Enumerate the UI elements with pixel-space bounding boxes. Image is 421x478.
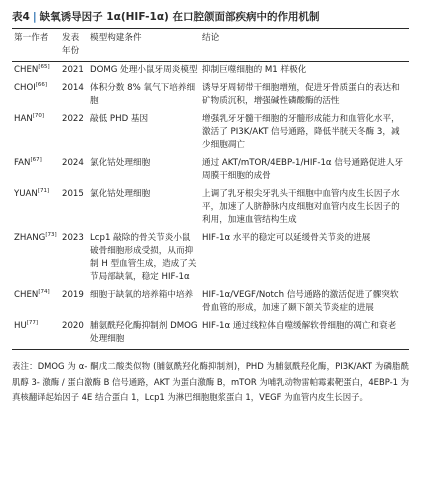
table-row: [12, 155, 409, 186]
cell-conclusion: 通过 AKT/mTOR/4EBP-1/HIF-1α 信号通路促进人牙周膜干细胞的成骨: [202, 158, 404, 181]
cell-year: 2021: [62, 65, 84, 75]
cell-conclusion: 增强乳牙牙髓干细胞的牙髓形成能力和血管化水平，激活了 PI3K/AKT 信号通路，降低半胱天冬酶 3，减少细胞凋亡: [202, 114, 400, 150]
cell-model: 敲低 PHD 基因: [90, 114, 149, 124]
cell-model: Lcp1 敲除的骨关节炎小鼠破骨细胞形成受损，从而抑制 H 型血管生成，造成了关节局部缺氧，稳定 HIF-1α: [90, 233, 197, 282]
author-name: CHEN: [14, 290, 39, 300]
cell-year: 2022: [62, 114, 84, 124]
cell-model: 氯化钴处理细胞: [90, 189, 151, 199]
table-row: [12, 62, 409, 81]
reference-number: [66]: [35, 82, 48, 89]
mechanism-table: [12, 28, 409, 350]
cell-year: 2023: [62, 233, 84, 243]
header-author: 第一作者: [14, 33, 49, 43]
table-row: [12, 80, 409, 111]
cell-year: 2014: [62, 83, 84, 93]
reference-number: [70]: [32, 113, 45, 120]
table-note: 表注：DMOG 为 α- 酮戊二酸类似物 (脯氨酰羟化酶抑制剂)，PHD 为脯氨酰羟化酶，PI3K/AKT 为磷脂酰肌醇 3- 激酶 / 蛋白激酶 B 信号通路，AKT 为蛋白激酶 B，mTOR 为哺乳动物雷帕霉素靶蛋白，4EBP-1 为真核翻译起始因子 4E 结合蛋白 1，Lcp1 为淋巴细胞胞浆蛋白 1，VEGF 为血管内皮生长因子。: [12, 361, 409, 402]
reference-number: [71]: [37, 188, 50, 195]
author-name: HAN: [14, 114, 33, 124]
cell-conclusion: 抑制巨噬细胞的 M1 样极化: [202, 65, 307, 75]
table-row: [12, 111, 409, 155]
cell-conclusion: 诱导牙周韧带干细胞增殖，促进牙骨质蛋白的表达和矿物质沉积，增强碱性磷酸酶的活性: [202, 83, 400, 106]
cell-model: 脯氨酰羟化酶抑制剂 DMOG 处理细胞: [90, 321, 198, 344]
cell-year: 2015: [62, 189, 84, 199]
cell-author: [12, 111, 60, 155]
author-name: HU: [14, 321, 27, 331]
header-model: 模型构建条件: [90, 33, 142, 43]
table-caption-label: 表4: [12, 11, 30, 23]
cell-author: [12, 287, 60, 318]
cell-author: [12, 318, 60, 350]
cell-author: [12, 155, 60, 186]
table-caption-title: 缺氧诱导因子 1α(HIF-1α) 在口腔颌面部疾病中的作用机制: [39, 11, 320, 23]
header-conclusion: 结论: [202, 33, 220, 43]
table-caption: [12, 6, 409, 28]
cell-conclusion: 上调了乳牙根尖牙乳头干细胞中血管内皮生长因子水平，加速了人脐静脉内皮细胞对血管内皮生长因子的利用，加速血管结构生成: [202, 189, 400, 225]
author-name: YUAN: [14, 189, 38, 199]
cell-conclusion: HIF-1α 水平的稳定可以延缓骨关节炎的进展: [202, 233, 371, 243]
cell-year: 2020: [62, 321, 84, 331]
caption-separator: |: [32, 11, 37, 23]
reference-number: [77]: [26, 320, 39, 327]
cell-year: 2019: [62, 290, 84, 300]
cell-year: 2024: [62, 158, 84, 168]
reference-number: [73]: [45, 232, 57, 239]
table-row: [12, 318, 409, 350]
cell-author: [12, 80, 60, 111]
cell-model: 体积分数 8% 氧气下培养细胞: [90, 83, 196, 106]
cell-model: 细胞于缺氧的培养箱中培养: [90, 290, 194, 300]
table-header-row: [12, 29, 409, 62]
reference-number: [74]: [38, 289, 50, 296]
author-name: CHOI: [14, 83, 36, 93]
table-row: [12, 230, 409, 287]
cell-conclusion: HIF-1α/VEGF/Notch 信号通路的激活促进了髁突软骨血管的形成，加速了颞下颌关节炎症的进展: [202, 290, 399, 313]
table-row: [12, 186, 409, 230]
cell-author: [12, 62, 60, 81]
author-name: CHEN: [14, 65, 39, 75]
table-row: [12, 287, 409, 318]
cell-conclusion: HIF-1α 通过线粒体自噬缓解软骨细胞的凋亡和衰老: [202, 321, 397, 331]
reference-number: [67]: [30, 157, 42, 164]
reference-number: [65]: [38, 64, 50, 71]
author-name: FAN: [14, 158, 31, 168]
cell-author: [12, 186, 60, 230]
header-year: 发表年份: [62, 33, 80, 56]
cell-model: 氯化钴处理细胞: [90, 158, 151, 168]
cell-author: [12, 230, 60, 287]
cell-model: DOMG 处理小鼠牙周炎模型: [90, 65, 198, 75]
table-body: [12, 62, 409, 350]
author-name: ZHANG: [14, 233, 46, 243]
